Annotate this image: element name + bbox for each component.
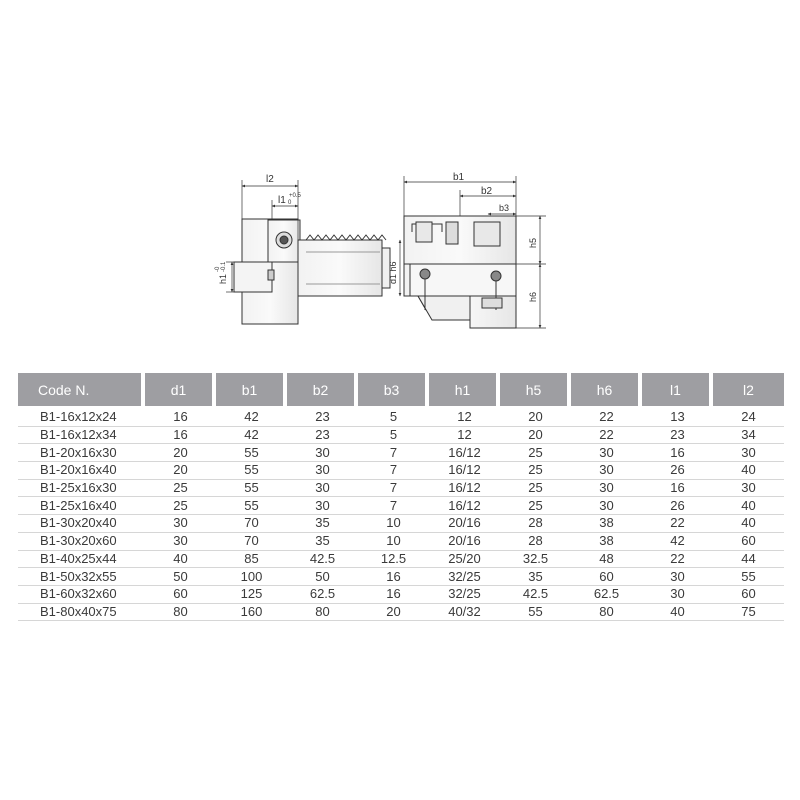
cell-l2: 60 [713, 586, 784, 604]
cell-b2: 30 [287, 497, 358, 515]
cell-h5: 20 [500, 427, 571, 445]
cell-d1: 20 [145, 462, 216, 480]
table-row [18, 427, 784, 445]
column-header-l2: l2 [713, 373, 784, 406]
column-header-b2: b2 [287, 373, 358, 406]
table-row [18, 533, 784, 551]
cell-b1: 100 [216, 568, 287, 586]
label-h6: h6 [528, 291, 538, 302]
cell-h1: 16/12 [429, 480, 500, 498]
cell-b2: 35 [287, 515, 358, 533]
cell-h6: 22 [571, 427, 642, 445]
label-l1-tol-lower: 0 [288, 200, 292, 206]
table-row [18, 515, 784, 533]
table-row [18, 462, 784, 480]
cell-h6: 62.5 [571, 586, 642, 604]
cell-h5: 42.5 [500, 586, 571, 604]
cell-b2: 35 [287, 533, 358, 551]
label-h1: h1 [218, 273, 228, 284]
table-row [18, 568, 784, 586]
cell-b3: 7 [358, 480, 429, 498]
table-row [18, 551, 784, 569]
label-h1-tol-upper: -0 [215, 266, 221, 272]
cell-l1: 13 [642, 406, 713, 427]
cell-b2: 23 [287, 406, 358, 427]
spec-table-header [18, 373, 784, 406]
cell-h5: 25 [500, 480, 571, 498]
cell-d1: 60 [145, 586, 216, 604]
column-header-d1: d1 [145, 373, 216, 406]
cell-code: B1-25x16x40 [18, 497, 145, 515]
cell-b2: 62.5 [287, 586, 358, 604]
cell-d1: 16 [145, 406, 216, 427]
cell-b1: 85 [216, 551, 287, 569]
cell-b2: 42.5 [287, 551, 358, 569]
cell-code: B1-30x20x40 [18, 515, 145, 533]
column-header-h1: h1 [429, 373, 500, 406]
cell-code: B1-16x12x34 [18, 427, 145, 445]
cell-l2: 24 [713, 406, 784, 427]
cell-l2: 44 [713, 551, 784, 569]
label-b2: b2 [481, 186, 493, 197]
cell-l2: 40 [713, 515, 784, 533]
cell-b3: 5 [358, 406, 429, 427]
cell-b1: 70 [216, 515, 287, 533]
cell-code: B1-40x25x44 [18, 551, 145, 569]
table-row [18, 497, 784, 515]
cell-h6: 38 [571, 533, 642, 551]
cell-h5: 35 [500, 568, 571, 586]
table-row [18, 586, 784, 604]
cell-l1: 26 [642, 497, 713, 515]
column-header-l1: l1 [642, 373, 713, 406]
cell-d1: 30 [145, 533, 216, 551]
cell-b1: 160 [216, 604, 287, 622]
cell-d1: 25 [145, 497, 216, 515]
cell-h5: 25 [500, 497, 571, 515]
cell-l2: 60 [713, 533, 784, 551]
cell-l2: 30 [713, 444, 784, 462]
spec-table [18, 373, 784, 621]
label-h5: h5 [528, 237, 538, 248]
cell-b2: 80 [287, 604, 358, 622]
cell-code: B1-30x20x60 [18, 533, 145, 551]
cell-l1: 26 [642, 462, 713, 480]
cell-b2: 50 [287, 568, 358, 586]
table-row [18, 406, 784, 427]
cell-code: B1-20x16x30 [18, 444, 145, 462]
column-header-b3: b3 [358, 373, 429, 406]
cell-b3: 10 [358, 533, 429, 551]
cell-l2: 55 [713, 568, 784, 586]
label-l2: l2 [266, 174, 274, 185]
cell-b3: 10 [358, 515, 429, 533]
cell-code: B1-50x32x55 [18, 568, 145, 586]
cell-d1: 80 [145, 604, 216, 622]
cell-h1: 12 [429, 427, 500, 445]
spec-table-body [18, 406, 784, 621]
label-d1-h6: d1 h6 [388, 261, 398, 284]
cell-d1: 25 [145, 480, 216, 498]
cell-b3: 12.5 [358, 551, 429, 569]
cell-b1: 55 [216, 462, 287, 480]
cell-l1: 42 [642, 533, 713, 551]
cell-h6: 38 [571, 515, 642, 533]
cell-b3: 20 [358, 604, 429, 622]
cell-l1: 23 [642, 427, 713, 445]
cell-h5: 25 [500, 462, 571, 480]
cell-h1: 16/12 [429, 444, 500, 462]
cell-b2: 30 [287, 480, 358, 498]
cell-h6: 30 [571, 444, 642, 462]
label-h1-tol-lower: -0.1 [221, 261, 227, 272]
cell-h1: 40/32 [429, 604, 500, 622]
cell-b3: 7 [358, 462, 429, 480]
cell-h6: 80 [571, 604, 642, 622]
front-view [404, 216, 516, 328]
cell-h5: 28 [500, 515, 571, 533]
cell-l1: 40 [642, 604, 713, 622]
cell-h6: 60 [571, 568, 642, 586]
cell-code: B1-20x16x40 [18, 462, 145, 480]
column-header-b1: b1 [216, 373, 287, 406]
cell-h1: 32/25 [429, 568, 500, 586]
cell-h1: 20/16 [429, 533, 500, 551]
label-l1-tol-upper: +0.5 [289, 193, 301, 199]
cell-d1: 30 [145, 515, 216, 533]
cell-b1: 125 [216, 586, 287, 604]
cell-h5: 28 [500, 533, 571, 551]
cell-d1: 50 [145, 568, 216, 586]
cell-h5: 20 [500, 406, 571, 427]
cell-h6: 48 [571, 551, 642, 569]
cell-h5: 55 [500, 604, 571, 622]
cell-h1: 12 [429, 406, 500, 427]
technical-drawing [0, 0, 800, 360]
header-row [18, 373, 784, 406]
cell-b1: 55 [216, 480, 287, 498]
cell-b3: 16 [358, 586, 429, 604]
cell-b3: 16 [358, 568, 429, 586]
cell-l2: 34 [713, 427, 784, 445]
cell-d1: 20 [145, 444, 216, 462]
cell-b1: 42 [216, 427, 287, 445]
cell-b1: 55 [216, 497, 287, 515]
cell-code: B1-16x12x24 [18, 406, 145, 427]
cell-b1: 70 [216, 533, 287, 551]
cell-h6: 22 [571, 406, 642, 427]
cell-l2: 30 [713, 480, 784, 498]
cell-code: B1-25x16x30 [18, 480, 145, 498]
cell-b3: 7 [358, 444, 429, 462]
cell-l1: 30 [642, 586, 713, 604]
cell-l2: 75 [713, 604, 784, 622]
cell-l1: 16 [642, 444, 713, 462]
cell-l1: 30 [642, 568, 713, 586]
table-row [18, 444, 784, 462]
label-b3: b3 [499, 203, 510, 213]
column-header-h6: h6 [571, 373, 642, 406]
label-l1: l1 [278, 195, 286, 206]
cell-b2: 23 [287, 427, 358, 445]
cell-b1: 55 [216, 444, 287, 462]
table-row [18, 480, 784, 498]
column-header-h5: h5 [500, 373, 571, 406]
table-row [18, 604, 784, 622]
cell-b3: 7 [358, 497, 429, 515]
cell-b1: 42 [216, 406, 287, 427]
cell-b3: 5 [358, 427, 429, 445]
cell-h6: 30 [571, 462, 642, 480]
cell-h1: 20/16 [429, 515, 500, 533]
cell-l1: 22 [642, 515, 713, 533]
cell-d1: 16 [145, 427, 216, 445]
cell-h1: 25/20 [429, 551, 500, 569]
cell-h1: 16/12 [429, 462, 500, 480]
cell-l2: 40 [713, 497, 784, 515]
cell-h6: 30 [571, 480, 642, 498]
cell-h1: 32/25 [429, 586, 500, 604]
cell-b2: 30 [287, 462, 358, 480]
label-b1: b1 [453, 172, 465, 183]
cell-b2: 30 [287, 444, 358, 462]
cell-l1: 22 [642, 551, 713, 569]
cell-code: B1-80x40x75 [18, 604, 145, 622]
cell-l2: 40 [713, 462, 784, 480]
column-header-code: Code N. [18, 373, 145, 406]
cell-d1: 40 [145, 551, 216, 569]
cell-h6: 30 [571, 497, 642, 515]
cell-h5: 25 [500, 444, 571, 462]
cell-h5: 32.5 [500, 551, 571, 569]
cell-h1: 16/12 [429, 497, 500, 515]
cell-l1: 16 [642, 480, 713, 498]
side-view [234, 219, 390, 324]
cell-code: B1-60x32x60 [18, 586, 145, 604]
